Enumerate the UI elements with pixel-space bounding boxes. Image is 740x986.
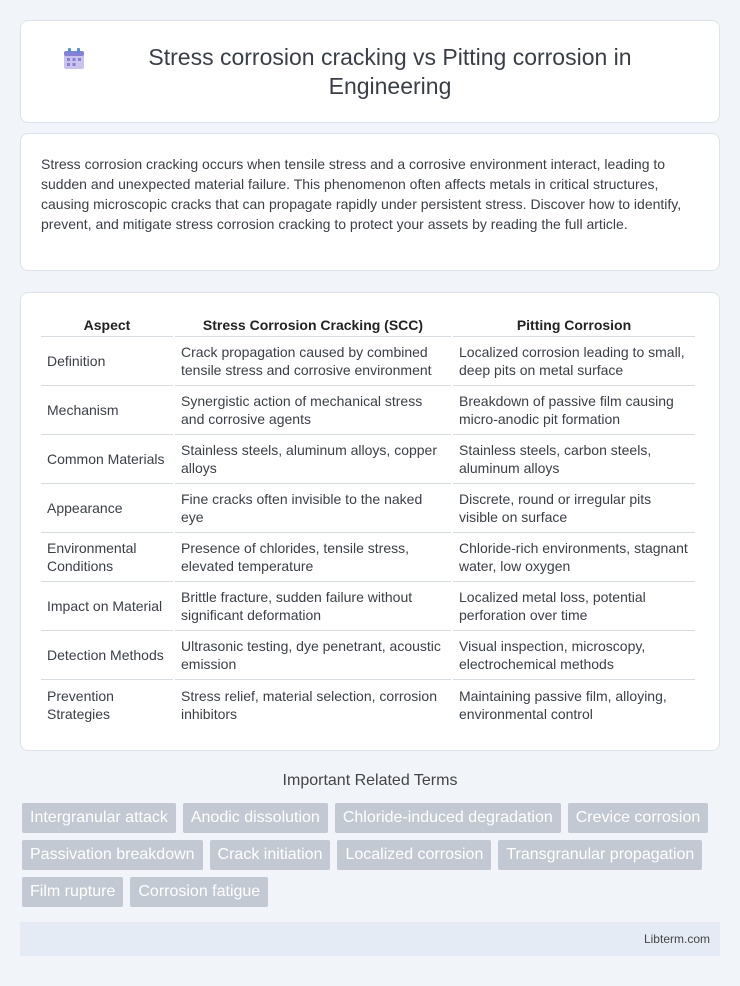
cell-scc: Fine cracks often invisible to the naked eye bbox=[175, 484, 451, 533]
cell-scc: Stainless steels, aluminum alloys, copper alloys bbox=[175, 435, 451, 484]
term-tag[interactable]: Corrosion fatigue bbox=[130, 877, 268, 907]
related-terms-list bbox=[22, 803, 722, 907]
cell-pitting: Visual inspection, microscopy, electrochemical methods bbox=[453, 631, 695, 680]
footer-brand-link[interactable]: Libterm.com bbox=[643, 932, 710, 946]
cell-aspect: Environmental Conditions bbox=[41, 533, 173, 582]
term-tag[interactable]: Crack initiation bbox=[210, 840, 331, 870]
term-tag[interactable]: Localized corrosion bbox=[337, 840, 491, 870]
cell-aspect: Detection Methods bbox=[41, 631, 173, 680]
intro-card bbox=[20, 133, 720, 271]
cell-scc: Presence of chlorides, tensile stress, elevated temperature bbox=[175, 533, 451, 582]
page-title: Stress corrosion cracking vs Pitting corrosion in Engineering bbox=[148, 43, 632, 99]
term-tag[interactable]: Crevice corrosion bbox=[568, 803, 708, 833]
cell-pitting: Maintaining passive film, alloying, environmental control bbox=[459, 687, 667, 722]
cell-pitting: Localized metal loss, potential perforation over time bbox=[453, 582, 695, 631]
title-card bbox=[20, 20, 720, 123]
header-pitting: Pitting Corrosion bbox=[453, 315, 695, 337]
cell-aspect: Impact on Material bbox=[41, 582, 173, 631]
cell-scc: Synergistic action of mechanical stress and corrosive agents bbox=[175, 386, 451, 435]
term-tag[interactable]: Anodic dissolution bbox=[183, 803, 328, 833]
cell-pitting: Discrete, round or irregular pits visible on surface bbox=[453, 484, 695, 533]
table-row bbox=[41, 435, 695, 484]
table-row bbox=[41, 582, 695, 631]
header-scc: Stress Corrosion Cracking (SCC) bbox=[175, 315, 451, 337]
table-row bbox=[41, 337, 695, 386]
term-tag[interactable]: Film rupture bbox=[22, 877, 123, 907]
comparison-table bbox=[39, 315, 697, 729]
cell-aspect: Prevention Strategies bbox=[47, 687, 114, 722]
table-row bbox=[41, 680, 695, 729]
cell-scc: Brittle fracture, sudden failure without significant deformation bbox=[175, 582, 451, 631]
cell-aspect: Common Materials bbox=[41, 435, 173, 484]
intro-paragraph: Stress corrosion cracking occurs when tensile stress and a corrosive environment interact, leading to sudden and unexpected material failure. This phenomenon often affects metals in critical structures, causing microscopic cracks that can propagate rapidly under persistent stress. Discover how to identify, prevent, and mitigate stress corrosion cracking to protect your assets by reading the full article. bbox=[41, 156, 682, 232]
comparison-card bbox=[20, 292, 720, 751]
header-aspect: Aspect bbox=[41, 315, 173, 337]
cell-aspect: Definition bbox=[41, 337, 173, 386]
footer bbox=[20, 922, 720, 956]
table-row bbox=[41, 631, 695, 680]
term-tag[interactable]: Chloride-induced degradation bbox=[335, 803, 561, 833]
cell-scc: Stress relief, material selection, corrosion inhibitors bbox=[181, 687, 437, 722]
calendar-icon bbox=[61, 46, 87, 72]
cell-pitting: Localized corrosion leading to small, deep pits on metal surface bbox=[453, 337, 695, 386]
term-tag[interactable]: Transgranular propagation bbox=[498, 840, 702, 870]
cell-pitting: Breakdown of passive film causing micro-anodic pit formation bbox=[453, 386, 695, 435]
table-row bbox=[41, 386, 695, 435]
cell-scc: Ultrasonic testing, dye penetrant, acoustic emission bbox=[175, 631, 451, 680]
term-tag[interactable]: Intergranular attack bbox=[22, 803, 176, 833]
cell-pitting: Chloride-rich environments, stagnant water, low oxygen bbox=[453, 533, 695, 582]
cell-aspect: Appearance bbox=[41, 484, 173, 533]
cell-aspect: Mechanism bbox=[41, 386, 173, 435]
table-header-row bbox=[41, 315, 695, 337]
cell-pitting: Stainless steels, carbon steels, aluminum alloys bbox=[453, 435, 695, 484]
related-terms-title: Important Related Terms bbox=[282, 772, 458, 789]
term-tag[interactable]: Passivation breakdown bbox=[22, 840, 203, 870]
cell-scc: Crack propagation caused by combined tensile stress and corrosive environment bbox=[175, 337, 451, 386]
table-row bbox=[41, 484, 695, 533]
table-row bbox=[41, 533, 695, 582]
